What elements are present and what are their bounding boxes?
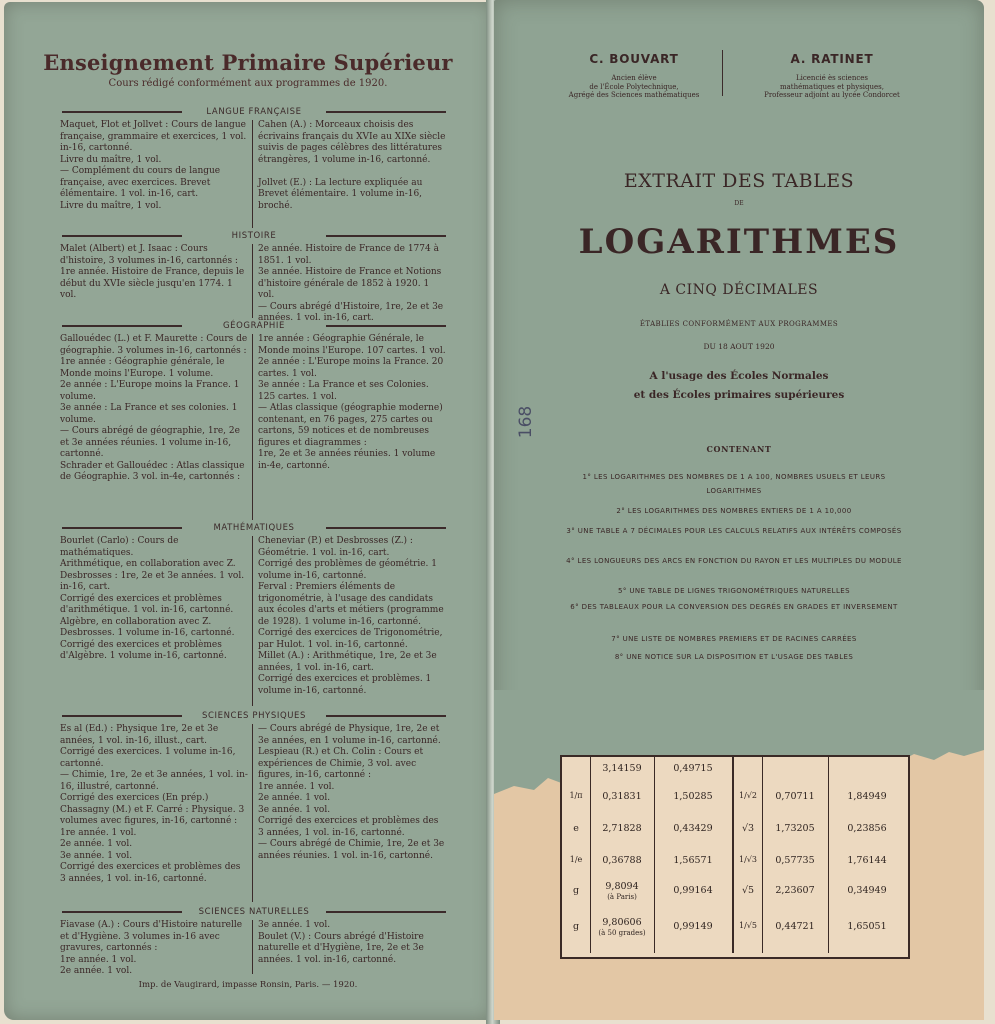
section-sciences-physiques-left: Es al (Ed.) : Physique 1re, 2e et 3e années, 1 vol. in-16, illust., cart. Corrigé des exercices. 1 volume in-16, cartonné. — Chimie, 1re, 2e et 3e années, 1 vol. in-16, illustré, cartonné. Corrigé des exercices (En prép.) Chassagny (M.) et F. Carré : Physique. 3 volumes avec figures, in-16, cartonné : 1re année. 1 vol. 2e année. 1 vol. 3e année. 1 vol. Corrigé des exercices et problèmes des 3 années, 1 vol. in-16, cartonné. xyxy=(60,724,248,884)
table-cell: 0,36788 xyxy=(602,855,642,866)
pencil-mark: 168 xyxy=(516,405,537,439)
table-cell: 1/π xyxy=(569,791,583,800)
author-bouvart: C. BOUVART xyxy=(589,52,679,66)
constants-table xyxy=(560,755,910,959)
table-cell: 9,80606 xyxy=(602,917,642,928)
section-sciences-naturelles-left: Fiavase (A.) : Cours d'Histoire naturelle et d'Hygiène. 3 volumes in-16 avec gravures, cartonnés : 1re année. 1 vol. 2e année. 1 vol. xyxy=(60,920,243,976)
column-divider xyxy=(252,244,253,318)
table-cell: 0,43429 xyxy=(673,823,713,834)
section-sciences-physiques-right: — Cours abrégé de Physique, 1re, 2e et 3e années, en 1 volume in-16, cartonné. Lespieau (R.) et Ch. Colin : Cours et expériences de Chimie, 3 vol. avec figures, in-16, cartonné : 1re année. 1 vol. 2e année. 1 vol. 3e année. 1 vol. Corrigé des exercices et problèmes des 3 années, 1 vol. in-16, cartonné. — Cours abrégé de Chimie, 1re, 2e et 3e années réunies. 1 vol. in-16, cartonné. xyxy=(258,724,445,861)
table-cell: 0,34949 xyxy=(847,885,887,896)
section-header-sciences-naturelles: SCIENCES NATURELLES xyxy=(62,906,446,918)
table-cell: 1,56571 xyxy=(673,855,713,866)
table-cell-note: (à Paris) xyxy=(607,893,637,901)
table-cell: 1,84949 xyxy=(847,791,887,802)
section-langue-right: Cahen (A.) : Morceaux choisis des écrivains français du XVIe au XIXe siècle suivis de pages célèbres des littératures étrangères, 1 volume in-16, cartonné. Jollvet (E.) : La lecture expliquée au Brevet élémentaire. 1 volume in-16, broché. xyxy=(258,120,446,211)
table-cell: 1,76144 xyxy=(847,855,887,866)
table-cell: 0,57735 xyxy=(775,855,815,866)
column-divider xyxy=(252,120,253,228)
table-cell: 1/e xyxy=(569,855,583,864)
table-cell: 0,49715 xyxy=(673,763,713,774)
table-cell: 0,44721 xyxy=(775,921,815,932)
conformement-line-2: DU 18 AOUT 1920 xyxy=(703,342,775,351)
section-geographie-right: 1re année : Géographie Générale, le Monde moins l'Europe. 107 cartes. 1 vol. 2e année : L'Europe moins la France. 20 cartes. 1 vol. 3e année : La France et ses Colonies. 125 cartes. 1 vol. — Atlas classique (géographie moderne) contenant, en 76 pages, 275 cartes ou cartons, 59 notices et de nombreuses figures et diagrammes : 1re, 2e et 3e années réunies. 1 volume in-4e, cartonné. xyxy=(258,334,446,471)
contents-item: 6° DES TABLEAUX POUR LA CONVERSION DES DEGRÉS EN GRADES ET INVERSEMENT xyxy=(570,603,898,611)
table-cell: 1/√5 xyxy=(739,921,757,930)
usage-line-1: A l'usage des Écoles Normales xyxy=(649,370,829,382)
section-header-langue: LANGUE FRANÇAISE xyxy=(62,106,446,118)
column-divider xyxy=(252,920,253,974)
contents-item: 4° LES LONGUEURS DES ARCS EN FONCTION DU RAYON ET LES MULTIPLES DU MODULE xyxy=(566,557,902,565)
contents-item: 7° UNE LISTE DE NOMBRES PREMIERS ET DE RACINES CARRÉES xyxy=(611,635,857,643)
column-divider xyxy=(252,334,253,520)
author-bouvart-desc: Ancien élève de l'École Polytechnique, Agrégé des Sciences mathématiques xyxy=(568,74,700,99)
table-cell: 9,8094 xyxy=(605,881,639,892)
conformement-line-1: ÉTABLIES CONFORMÉMENT AUX PROGRAMMES xyxy=(639,320,839,328)
column-divider xyxy=(252,724,253,902)
table-cell: 1,65051 xyxy=(847,921,887,932)
table-cell: g xyxy=(572,885,580,896)
section-mathematiques-right: Cheneviar (P.) et Desbrosses (Z.) : Géométrie. 1 vol. in-16, cart. Corrigé des problèmes de géométrie. 1 volume in-16, cartonné. Ferval : Premiers éléments de trigonométrie, à l'usage des candidats aux écoles d'arts et métiers (programme de 1928). 1 volume in-16, cartonné. Corrigé des exercices de Trigonométrie, par Hulot. 1 vol. in-16, cartonné. Millet (A.) : Arithmétique, 1re, 2e et 3e années, 1 vol. in-16, cart. Corrigé des exercices et problèmes. 1 volume in-16, cartonné. xyxy=(258,536,444,696)
back-cover-title: Enseignement Primaire Supérieur xyxy=(43,50,453,75)
table-cell: e xyxy=(573,823,579,834)
table-cell: 1,73205 xyxy=(775,823,815,834)
table-cell: 0,99149 xyxy=(673,921,713,932)
back-cover xyxy=(4,2,492,1020)
table-cell: 1/√2 xyxy=(739,791,757,800)
contents-item: 3° UNE TABLE A 7 DÉCIMALES POUR LES CALCULS RELATIFS AUX INTÉRÊTS COMPOSÉS xyxy=(566,527,902,535)
table-cell: √3 xyxy=(741,823,755,834)
table-cell: 0,23856 xyxy=(847,823,887,834)
table-cell: 2,23607 xyxy=(775,885,815,896)
table-cell: g xyxy=(572,921,580,932)
title-de: DE xyxy=(734,200,744,207)
table-cell: 3,14159 xyxy=(602,763,642,774)
usage-line-2: et des Écoles primaires supérieures xyxy=(633,389,845,401)
author-ratinet: A. RATINET xyxy=(790,52,874,66)
section-header-geographie: GÉOGRAPHIE xyxy=(62,320,446,332)
section-header-histoire: HISTOIRE xyxy=(62,230,446,242)
title-extrait: EXTRAIT DES TABLES xyxy=(623,170,855,192)
imprint-line: Imp. de Vaugirard, impasse Ronsin, Paris. — 1920. xyxy=(138,980,358,990)
section-langue-left: Maquet, Flot et Jollvet : Cours de langue française, grammaire et exercices, 1 vol. in-16, cartonné. Livre du maître, 1 vol. — Complément du cours de langue française, avec exercices. Brevet élémentaire. 1 vol. in-16, cart. Livre du maître, 1 vol. xyxy=(60,120,247,211)
title-logarithmes: LOGARITHMES xyxy=(578,222,900,262)
contents-item: 1° LES LOGARITHMES DES NOMBRES DE 1 A 100, NOMBRES USUELS ET LEURS LOGARITHMES xyxy=(582,473,886,495)
contents-item: 8° UNE NOTICE SUR LA DISPOSITION ET L'USAGE DES TABLES xyxy=(614,653,854,661)
title-cinq-decimales: A CINQ DÉCIMALES xyxy=(659,282,819,298)
table-cell-note: (à 50 grades) xyxy=(598,929,646,937)
table-cell: 1/√3 xyxy=(739,855,757,864)
section-header-sciences-physiques: SCIENCES PHYSIQUES xyxy=(62,710,446,722)
back-cover-subtitle: Cours rédigé conformément aux programmes de 1920. xyxy=(108,78,388,89)
contents-item: 5° UNE TABLE DE LIGNES TRIGONOMÉTRIQUES NATURELLES xyxy=(618,587,850,595)
author-ratinet-desc: Licencié ès sciences mathématiques et physiques, Professeur adjoint au lycée Condorcet xyxy=(764,74,900,99)
table-cell: 0,99164 xyxy=(673,885,713,896)
section-sciences-naturelles-right: 3e année. 1 vol. Boulet (V.) : Cours abrégé d'Histoire naturelle et d'Hygiène, 1re, 2e et 3e années. 1 vol. in-16, cartonné. xyxy=(258,920,424,965)
section-histoire-right: 2e année. Histoire de France de 1774 à 1851. 1 vol. 3e année. Histoire de France et Notions d'histoire générale de 1852 à 1920. 1 vol. — Cours abrégé d'Histoire, 1re, 2e et 3e années. 1 vol. in-16, cart. xyxy=(258,244,444,323)
section-mathematiques-left: Bourlet (Carlo) : Cours de mathématiques. Arithmétique, en collaboration avec Z. Desbrosses : 1re, 2e et 3e années. 1 vol. in-16, cart. Corrigé des exercices et problèmes d'arithmétique. 1 vol. in-16, cartonné. Algèbre, en collaboration avec Z. Desbrosses. 1 volume in-16, cartonné. Corrigé des exercices et problèmes d'Algèbre. 1 volume in-16, cartonné. xyxy=(60,536,245,661)
table-cell: 0,70711 xyxy=(775,791,815,802)
contenant-heading: CONTENANT xyxy=(706,444,772,454)
section-header-mathematiques: MATHÉMATIQUES xyxy=(62,522,446,534)
contents-item: 2° LES LOGARITHMES DES NOMBRES ENTIERS DE 1 A 10,000 xyxy=(616,507,852,515)
column-divider xyxy=(252,536,253,706)
table-cell: 1,50285 xyxy=(673,791,713,802)
table-cell: 2,71828 xyxy=(602,823,642,834)
table-cell: √5 xyxy=(741,885,755,896)
section-geographie-left: Gallouédec (L.) et F. Maurette : Cours de géographie. 3 volumes in-16, cartonnés : 1re année : Géographie générale, le Monde moins l'Europe. 1 volume. 2e année : L'Europe moins la France. 1 volume. 3e année : La France et ses colonies. 1 volume. — Cours abrégé de géographie, 1re, 2e et 3e années réunies. 1 volume in-16, cartonné. Schrader et Gallouédec : Atlas classique de Géographie. 3 vol. in-4e, cartonnés : xyxy=(60,334,248,482)
section-histoire-left: Malet (Albert) et J. Isaac : Cours d'histoire, 3 volumes in-16, cartonnés : 1re année. Histoire de France, depuis le début du XVIe siècle jusqu'en 1774. 1 vol. xyxy=(60,244,245,300)
table-cell: 0,31831 xyxy=(602,791,642,802)
